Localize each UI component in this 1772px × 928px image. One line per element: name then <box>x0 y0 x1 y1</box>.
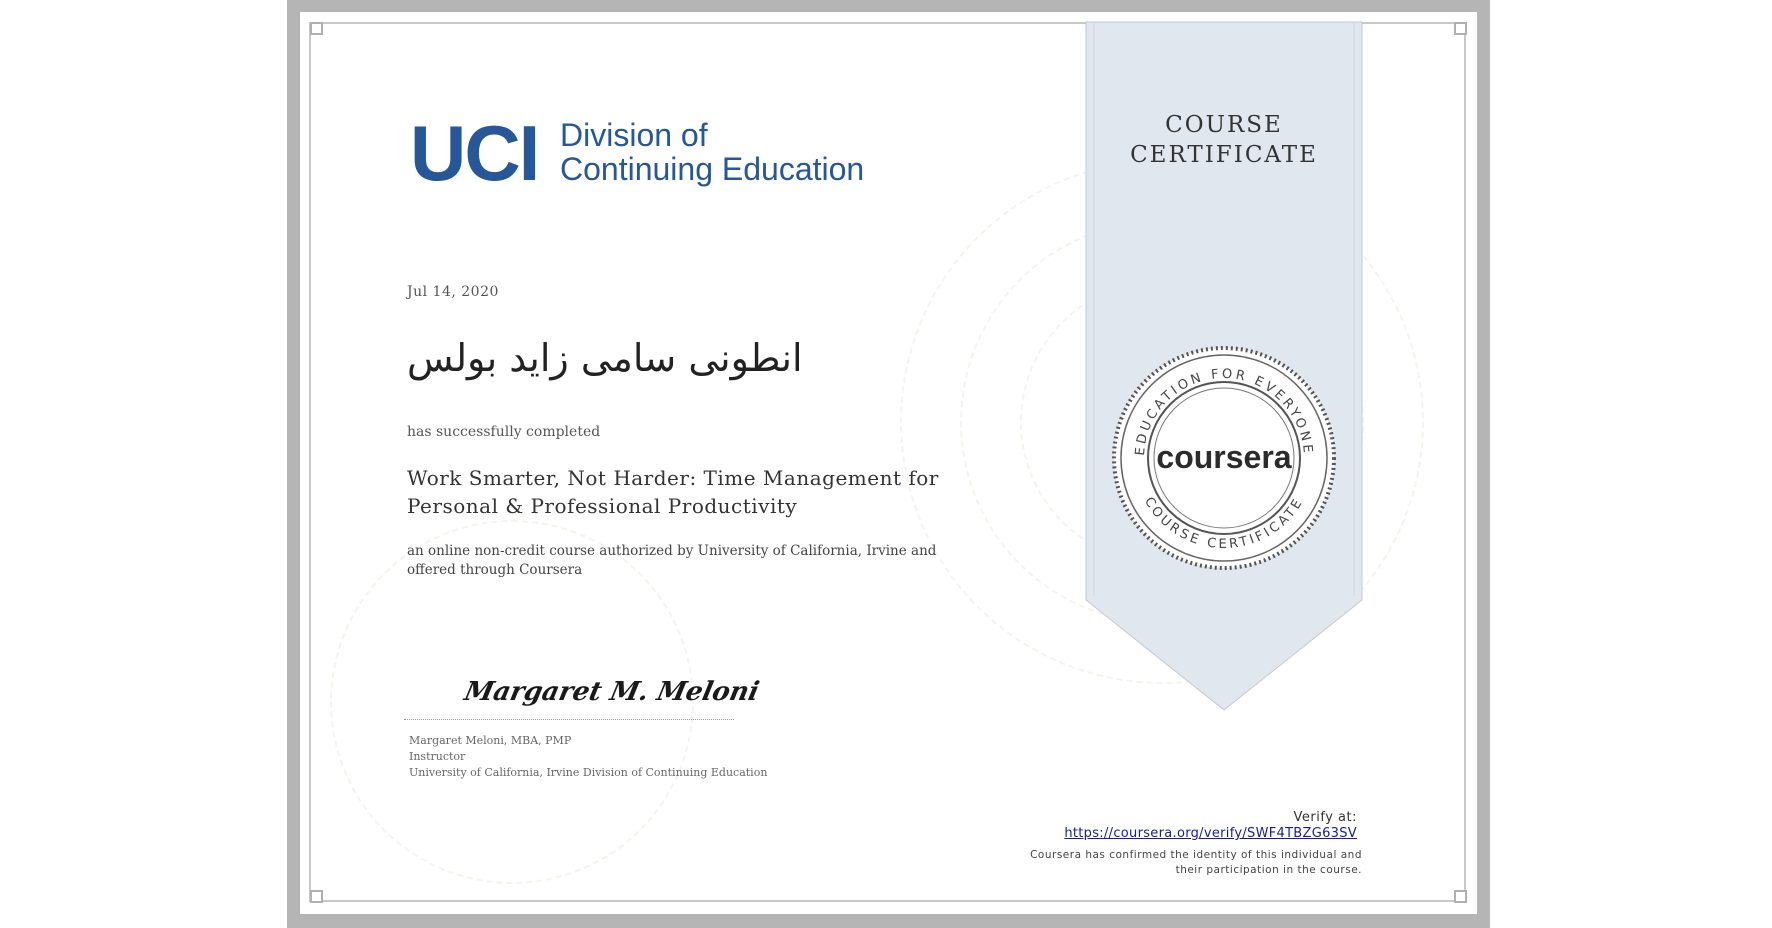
signature-text: Margaret M. Meloni <box>461 676 762 707</box>
corner-ornament <box>310 22 323 35</box>
instructor-role: Instructor <box>409 750 466 763</box>
course-title: Work Smarter, Not Harder: Time Management for Personal & Professional Productivity <box>407 466 939 518</box>
instructor-organization: University of California, Irvine Division of Continuing Education <box>409 766 768 779</box>
ribbon-title-line-1: COURSE <box>1165 112 1283 138</box>
recipient-name: انطونی سامی زاید بولس <box>407 336 803 380</box>
certificate-date: Jul 14, 2020 <box>407 284 499 300</box>
verification-note: Coursera has confirmed the identity of this individual and their participation in the course. <box>1030 849 1362 876</box>
completion-statement: has successfully completed <box>407 424 601 440</box>
verify-label: Verify at: <box>1293 810 1357 825</box>
logo-mark: UCI <box>410 109 539 197</box>
seal-top-text: EDUCATION FOR EVERYONE <box>1132 366 1316 457</box>
coursera-seal <box>1110 344 1338 576</box>
verify-link[interactable]: https://coursera.org/verify/SWF4TBZG63SV <box>1064 826 1357 841</box>
course-description: an online non-credit course authorized by University of California, Irvine and offered through Coursera <box>407 543 937 578</box>
corner-ornament <box>310 890 323 903</box>
seal-brand: coursera <box>1156 439 1292 475</box>
logo-line-2: Continuing Education <box>560 151 865 187</box>
corner-ornament <box>1454 890 1467 903</box>
instructor-name: Margaret Meloni, MBA, PMP <box>409 734 572 747</box>
logo-line-1: Division of <box>560 117 708 153</box>
instructor-signature <box>461 668 762 716</box>
ribbon-title-line-2: CERTIFICATE <box>1130 142 1318 168</box>
seal-bottom-text: COURSE CERTIFICATE <box>1141 494 1307 553</box>
signature-line <box>404 719 734 720</box>
corner-ornament <box>1454 22 1467 35</box>
